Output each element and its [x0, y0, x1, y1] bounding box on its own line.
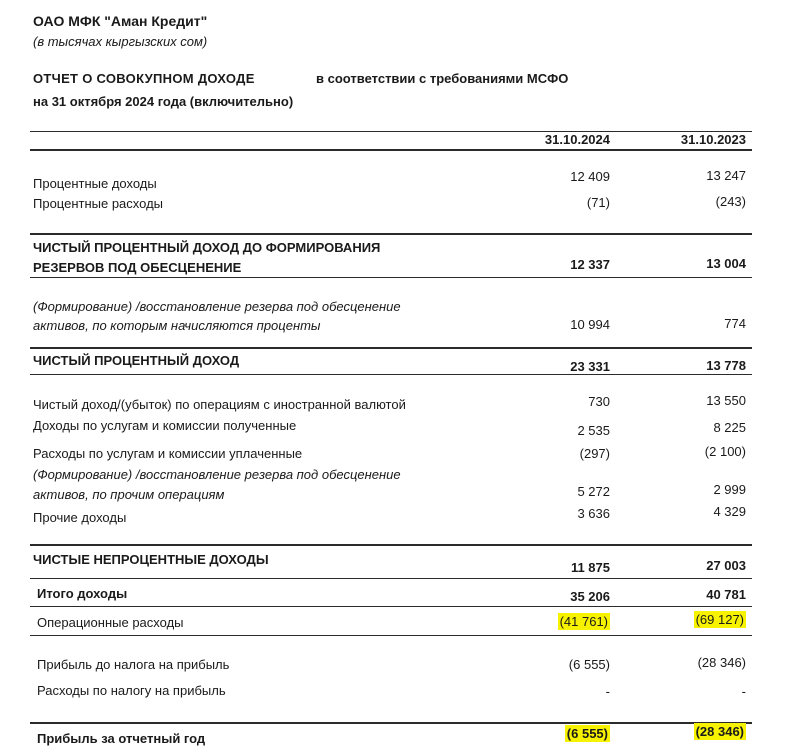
column-header-2024: 31.10.2024: [544, 132, 610, 147]
value-nii-before-provision-2024: 12 337: [570, 257, 610, 272]
row-label-profit: Прибыль за отчетный год: [37, 731, 206, 746]
value-fees-received-2024: 2 535: [577, 423, 610, 438]
value-interest-income-2024: 12 409: [570, 169, 610, 184]
row-label-fx: Чистый доход/(убыток) по операциям с иностранной валютой: [33, 397, 406, 412]
rule-after-nii-before: [30, 277, 752, 278]
value-provision-other-2024: 5 272: [577, 484, 610, 499]
value-nii-before-provision-2023: 13 004: [706, 256, 746, 271]
value-tax-2023: -: [741, 684, 746, 699]
highlight-opex-2024: (41 761): [559, 614, 608, 629]
value-interest-expense-2024: (71): [586, 195, 610, 210]
value-nii-2024: 23 331: [570, 359, 610, 374]
value-provision-interest-2024: 10 994: [570, 317, 610, 332]
value-fees-received-2023: 8 225: [713, 420, 746, 435]
row-label-non-interest: ЧИСТЫЕ НЕПРОЦЕНТНЫЕ ДОХОДЫ: [33, 552, 269, 567]
value-fees-paid-2024: (297): [579, 446, 610, 461]
value-tax-2024: -: [605, 684, 610, 699]
value-total-income-2023: 40 781: [706, 587, 746, 602]
value-profit-2024: [500, 726, 610, 741]
rule-non-interest: [30, 544, 752, 546]
rule-after-total-income: [30, 606, 752, 607]
rule-after-nii: [30, 374, 752, 375]
column-header-2023: 31.10.2023: [680, 132, 746, 147]
value-provision-other-2023: 2 999: [713, 482, 746, 497]
value-profit-2023: [636, 724, 746, 739]
rule-nii-before: [30, 233, 752, 235]
row-label-opex: Операционные расходы: [37, 615, 184, 630]
value-other-income-2024: 3 636: [577, 506, 610, 521]
value-opex-2024: [500, 614, 610, 629]
row-label-nii: ЧИСТЫЙ ПРОЦЕНТНЫЙ ДОХОД: [33, 353, 240, 368]
row-label-nii-before-provision-1: ЧИСТЫЙ ПРОЦЕНТНЫЙ ДОХОД ДО ФОРМИРОВАНИЯ: [33, 240, 381, 255]
row-label-provision-interest-2: активов, по которым начисляются проценты: [33, 318, 321, 333]
rule-after-opex: [30, 635, 752, 636]
highlight-profit-2024: (6 555): [566, 726, 608, 741]
row-label-interest-expense: Процентные расходы: [33, 196, 164, 211]
value-pbt-2023: (28 346): [697, 655, 746, 670]
header-bottom-rule: [30, 149, 752, 151]
value-fx-2023: 13 550: [706, 393, 746, 408]
value-interest-income-2023: 13 247: [706, 168, 746, 183]
row-label-interest-income: Процентные доходы: [33, 176, 157, 191]
value-interest-expense-2023: (243): [715, 194, 746, 209]
rule-nii: [30, 347, 752, 349]
highlight-profit-2023: (28 346): [695, 724, 744, 739]
row-label-nii-before-provision-2: РЕЗЕРВОВ ПОД ОБЕСЦЕНЕНИЕ: [33, 260, 242, 275]
value-nii-2023: 13 778: [706, 358, 746, 373]
highlight-opex-2023: (69 127): [695, 612, 744, 627]
row-label-fees-received: Доходы по услугам и комиссии полученные: [33, 418, 297, 433]
value-fees-paid-2023: (2 100): [704, 444, 746, 459]
row-label-total-income: Итого доходы: [37, 586, 128, 601]
value-other-income-2023: 4 329: [713, 504, 746, 519]
row-label-tax: Расходы по налогу на прибыль: [37, 683, 226, 698]
report-title: ОТЧЕТ О СОВОКУПНОМ ДОХОДЕ: [33, 71, 255, 86]
rule-after-non-interest: [30, 578, 752, 579]
value-pbt-2024: (6 555): [568, 657, 610, 672]
row-label-provision-other-1: (Формирование) /восстановление резерва под обесценение: [33, 467, 401, 482]
value-opex-2023: [636, 612, 746, 627]
value-non-interest-2023: 27 003: [706, 558, 746, 573]
row-label-provision-other-2: активов, по прочим операциям: [33, 487, 225, 502]
row-label-other-income: Прочие доходы: [33, 510, 127, 525]
row-label-fees-paid: Расходы по услугам и комиссии уплаченные: [33, 446, 303, 461]
report-title-standard: в соответствии с требованиями МСФО: [316, 71, 569, 86]
value-fx-2024: 730: [588, 394, 610, 409]
value-provision-interest-2023: 774: [724, 316, 746, 331]
org-name: ОАО МФК "Аман Кредит": [33, 13, 208, 29]
row-label-provision-interest-1: (Формирование) /восстановление резерва под обесценение: [33, 299, 401, 314]
row-label-pbt: Прибыль до налога на прибыль: [37, 657, 230, 672]
value-non-interest-2024: 11 875: [570, 560, 610, 575]
units-note: (в тысячах кыргызских сом): [33, 34, 208, 49]
report-date: на 31 октября 2024 года (включительно): [33, 94, 294, 109]
value-total-income-2024: 35 206: [570, 589, 610, 604]
